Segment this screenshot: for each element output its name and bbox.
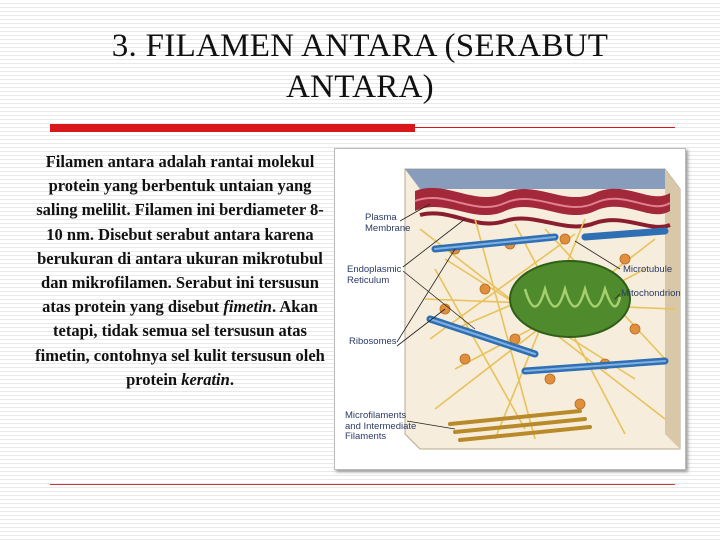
bottom-rule-line [50, 484, 675, 485]
title-rule-line [415, 127, 675, 128]
title-accent-bar [50, 124, 415, 132]
term-keratin: keratin [181, 369, 230, 389]
label-microtubule: Microtubule [623, 264, 673, 275]
body-paragraph [30, 150, 330, 392]
term-fimetin: fimetin [223, 297, 272, 317]
title-line-1: 3. FILAMEN ANTARA (SERABUT [111, 28, 609, 64]
slide-title [60, 26, 660, 108]
mitochondrion-shape [510, 261, 630, 337]
cytoskeleton-diagram [334, 148, 686, 470]
label-endoplasmic-reticulum: Endoplasmic Reticulum [347, 264, 402, 286]
body-text-part-1: Filamen antara adalah rantai molekul protein yang berbentuk untaian yang saling melilit. Filamen ini berdiameter 8-10 nm. Disebut serabut antara karena berukuran di antara ukuran mikrotubul dan mikrofilamen. Serabut ini tersusun atas protein yang disebut [36, 152, 324, 317]
label-plasma-membrane: Plasma Membrane [365, 212, 411, 234]
title-line-2: ANTARA) [286, 69, 434, 105]
body-text-part-2: . Akan tetapi, tidak semua sel tersusun atas fimetin, contohnya sel kulit tersusun oleh protein [35, 297, 325, 389]
label-ribosomes: Ribosomes [349, 336, 397, 347]
body-text-part-3: . [229, 369, 234, 389]
label-microfilaments: Microfilaments and Intermediate Filaments [345, 410, 417, 442]
label-mitochondrion: Mitochondrion [621, 288, 681, 299]
